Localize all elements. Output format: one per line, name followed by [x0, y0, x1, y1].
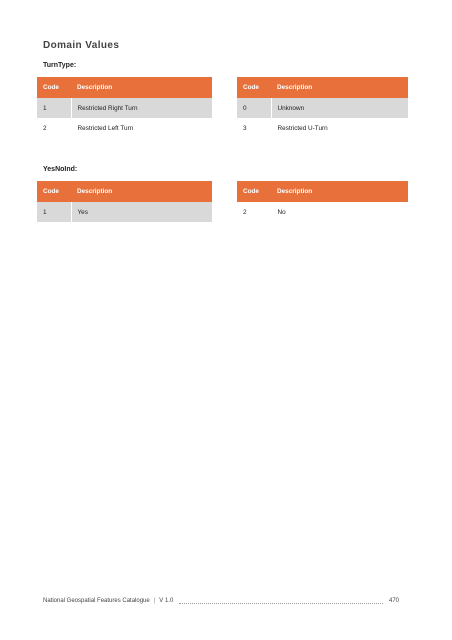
yesnoind-label: YesNoInd:	[43, 166, 78, 173]
footer-dot-leader	[179, 603, 383, 604]
table-row	[237, 118, 408, 138]
code-header: Code	[237, 181, 271, 202]
table-header-row	[37, 77, 212, 98]
table-row	[237, 202, 408, 222]
description-cell: Restricted U-Turn	[277, 124, 328, 132]
code-cell: 2	[237, 202, 271, 222]
turntype-table-left	[37, 77, 212, 138]
code-header: Code	[37, 181, 71, 202]
description-header: Description	[71, 77, 212, 98]
code-cell: 0	[237, 98, 271, 118]
table-header-row	[237, 181, 408, 202]
description-cell: Restricted Right Turn	[71, 98, 212, 118]
description-header: Description	[271, 181, 408, 202]
turntype-label: TurnType:	[43, 62, 77, 69]
page-number: 470	[388, 598, 399, 604]
code-cell: 2	[37, 118, 71, 138]
footer-catalogue-name: National Geospatial Features Catalogue	[43, 598, 150, 604]
table-row	[37, 202, 212, 222]
table-header-row	[237, 77, 408, 98]
table-row	[37, 118, 212, 138]
description-cell: Restricted Left Turn	[77, 124, 134, 132]
page-footer	[43, 598, 399, 604]
table-row	[37, 98, 212, 118]
table-row	[237, 98, 408, 118]
turntype-table-right	[237, 77, 408, 138]
yesnoind-table-left	[37, 181, 212, 222]
yesnoind-table-right	[237, 181, 408, 222]
description-header: Description	[271, 77, 408, 98]
description-header: Description	[71, 181, 212, 202]
page-heading: Domain Values	[43, 40, 120, 51]
code-cell: 1	[37, 202, 71, 222]
code-cell: 3	[237, 118, 271, 138]
description-cell: Yes	[71, 202, 212, 222]
code-header: Code	[237, 77, 271, 98]
table-header-row	[37, 181, 212, 202]
code-header: Code	[37, 77, 71, 98]
description-cell: Unknown	[271, 98, 408, 118]
code-cell: 1	[37, 98, 71, 118]
footer-version: V 1.0	[159, 598, 174, 604]
footer-separator: |	[153, 598, 156, 604]
description-cell: No	[277, 208, 286, 216]
